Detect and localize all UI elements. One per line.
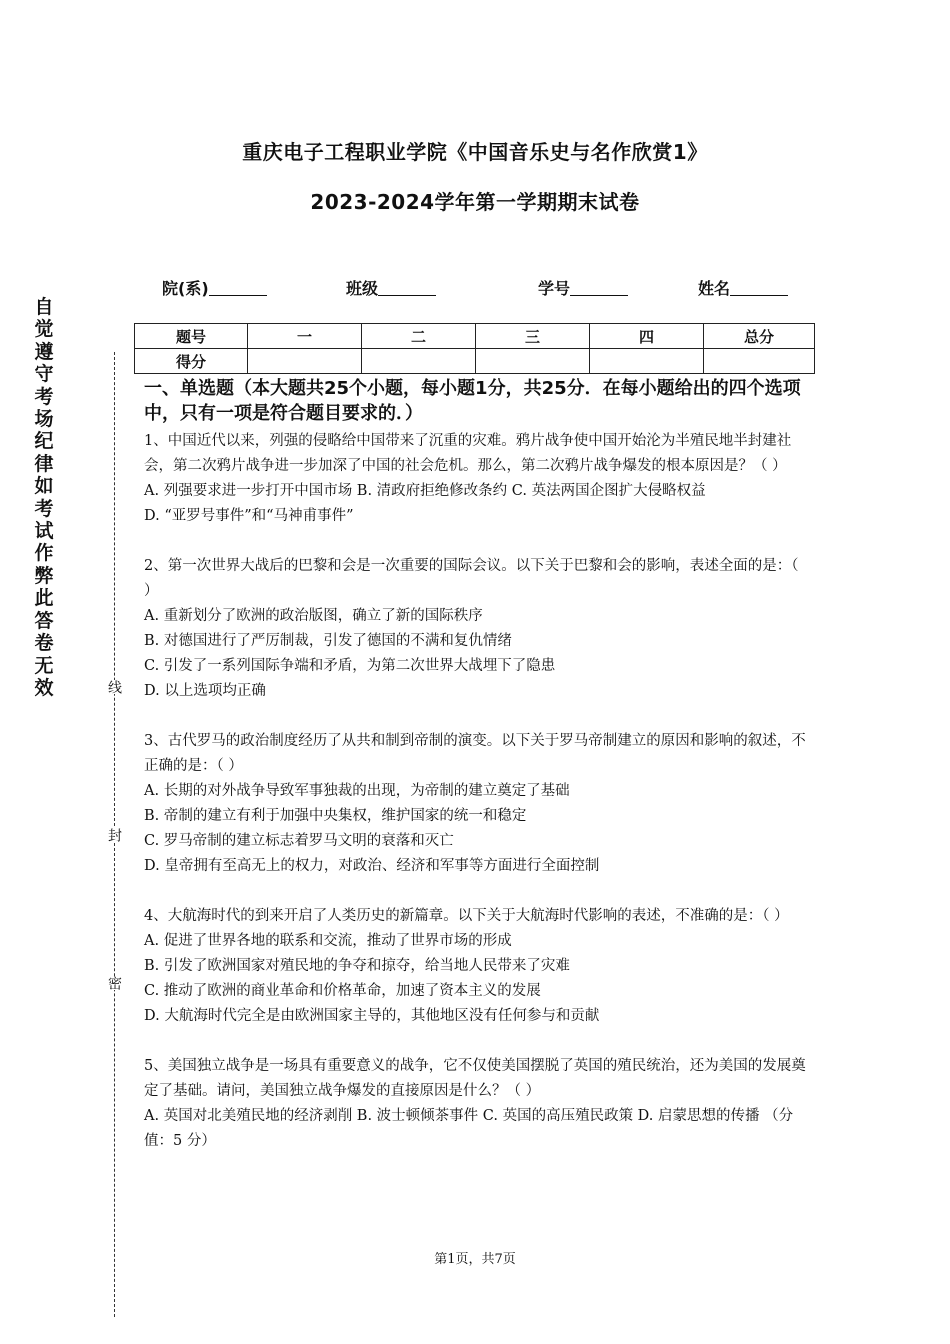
question-option: D. 以上选项均正确: [144, 683, 266, 699]
student-id-label: 学号: [538, 279, 571, 298]
department-blank[interactable]: [209, 278, 267, 296]
name-blank[interactable]: [730, 278, 788, 296]
score-cell[interactable]: [248, 349, 362, 374]
class-blank[interactable]: [378, 278, 436, 296]
page-footer: 第1页，共7页: [434, 1252, 516, 1267]
score-header-cell: 三: [476, 324, 590, 349]
question-option: C. 引发了一系列国际争端和矛盾，为第二次世界大战埋下了隐患: [144, 658, 556, 674]
exam-title-line1: 重庆电子工程职业学院《中国音乐史与名作欣赏1》: [242, 140, 708, 164]
name-field: [698, 276, 788, 299]
score-header-cell: 总分: [704, 324, 815, 349]
question-stem: 3、古代罗马的政治制度经历了从共和制到帝制的演变。以下关于罗马帝制建立的原因和影响的叙述，不正确的是：（ ）: [144, 733, 806, 774]
exam-discipline-notice: 自觉遵守考场纪律如考试作弊此答卷无效: [34, 296, 54, 699]
score-cell[interactable]: [704, 349, 815, 374]
student-id-blank[interactable]: [570, 278, 628, 296]
score-cell[interactable]: [476, 349, 590, 374]
exam-content: [144, 376, 808, 1179]
binding-mark-seal: 封: [106, 828, 122, 842]
question-2: [144, 554, 808, 704]
score-table: [134, 323, 815, 374]
department-field: [162, 276, 267, 299]
score-row-label: 得分: [135, 349, 248, 374]
student-id-field: [538, 276, 628, 299]
question-option: C. 罗马帝制的建立标志着罗马文明的衰落和灭亡: [144, 833, 454, 849]
score-header-cell: 题号: [135, 324, 248, 349]
class-field: [346, 276, 436, 299]
question-option: B. 对德国进行了严厉制裁，引发了德国的不满和复仇情绪: [144, 633, 512, 649]
score-header-cell: 一: [248, 324, 362, 349]
question-option: D. “亚罗号事件”和“马神甫事件”: [144, 508, 354, 524]
question-option: A. 英国对北美殖民地的经济剥削 B. 波士顿倾茶事件 C. 英国的高压殖民政策 D. 启蒙思想的传播 （分值：5 分）: [144, 1108, 794, 1149]
binding-mark-secret: 密: [106, 976, 122, 990]
exam-title-line2: 2023-2024学年第一学期期末试卷: [310, 190, 640, 214]
score-header-cell: 四: [590, 324, 704, 349]
score-table-score-row: [135, 349, 815, 374]
question-option: A. 促进了世界各地的联系和交流，推动了世界市场的形成: [144, 933, 512, 949]
question-3: [144, 729, 808, 879]
score-table-header-row: [135, 324, 815, 349]
question-option: D. 大航海时代完全是由欧洲国家主导的，其他地区没有任何参与和贡献: [144, 1008, 600, 1024]
name-label: 姓名: [698, 279, 731, 298]
score-header-cell: 二: [362, 324, 476, 349]
binding-mark-line: 线: [106, 680, 122, 694]
question-4: [144, 904, 808, 1029]
question-stem: 4、大航海时代的到来开启了人类历史的新篇章。以下关于大航海时代影响的表述，不准确的是：（ ）: [144, 908, 789, 924]
question-1: [144, 429, 808, 529]
question-stem: 5、美国独立战争是一场具有重要意义的战争，它不仅使美国摆脱了英国的殖民统治，还为美国的发展奠定了基础。请问，美国独立战争爆发的直接原因是什么？（ ）: [144, 1058, 806, 1099]
question-stem: 1、中国近代以来，列强的侵略给中国带来了沉重的灾难。鸦片战争使中国开始沦为半殖民地半封建社会，第二次鸦片战争进一步加深了中国的社会危机。那么，第二次鸦片战争爆发的根本原因是？（ ）: [144, 433, 792, 474]
score-cell[interactable]: [362, 349, 476, 374]
question-option: B. 帝制的建立有利于加强中央集权，维护国家的统一和稳定: [144, 808, 527, 824]
question-option: A. 重新划分了欧洲的政治版图，确立了新的国际秩序: [144, 608, 483, 624]
question-option: A. 列强要求进一步打开中国市场 B. 清政府拒绝修改条约 C. 英法两国企图扩大侵略权益: [144, 483, 706, 499]
score-cell[interactable]: [590, 349, 704, 374]
section-heading: 一、单选题（本大题共25个小题，每小题1分，共25分．在每小题给出的四个选项中，只有一项是符合题目要求的．）: [144, 378, 801, 424]
question-option: D. 皇帝拥有至高无上的权力，对政治、经济和军事等方面进行全面控制: [144, 858, 600, 874]
question-stem: 2、第一次世界大战后的巴黎和会是一次重要的国际会议。以下关于巴黎和会的影响，表述全面的是：（ ）: [144, 558, 799, 599]
department-label: 院(系): [162, 279, 209, 298]
question-5: [144, 1054, 808, 1154]
question-option: B. 引发了欧洲国家对殖民地的争夺和掠夺，给当地人民带来了灾难: [144, 958, 570, 974]
class-label: 班级: [346, 279, 379, 298]
question-option: A. 长期的对外战争导致军事独裁的出现，为帝制的建立奠定了基础: [144, 783, 570, 799]
question-option: C. 推动了欧洲的商业革命和价格革命，加速了资本主义的发展: [144, 983, 541, 999]
